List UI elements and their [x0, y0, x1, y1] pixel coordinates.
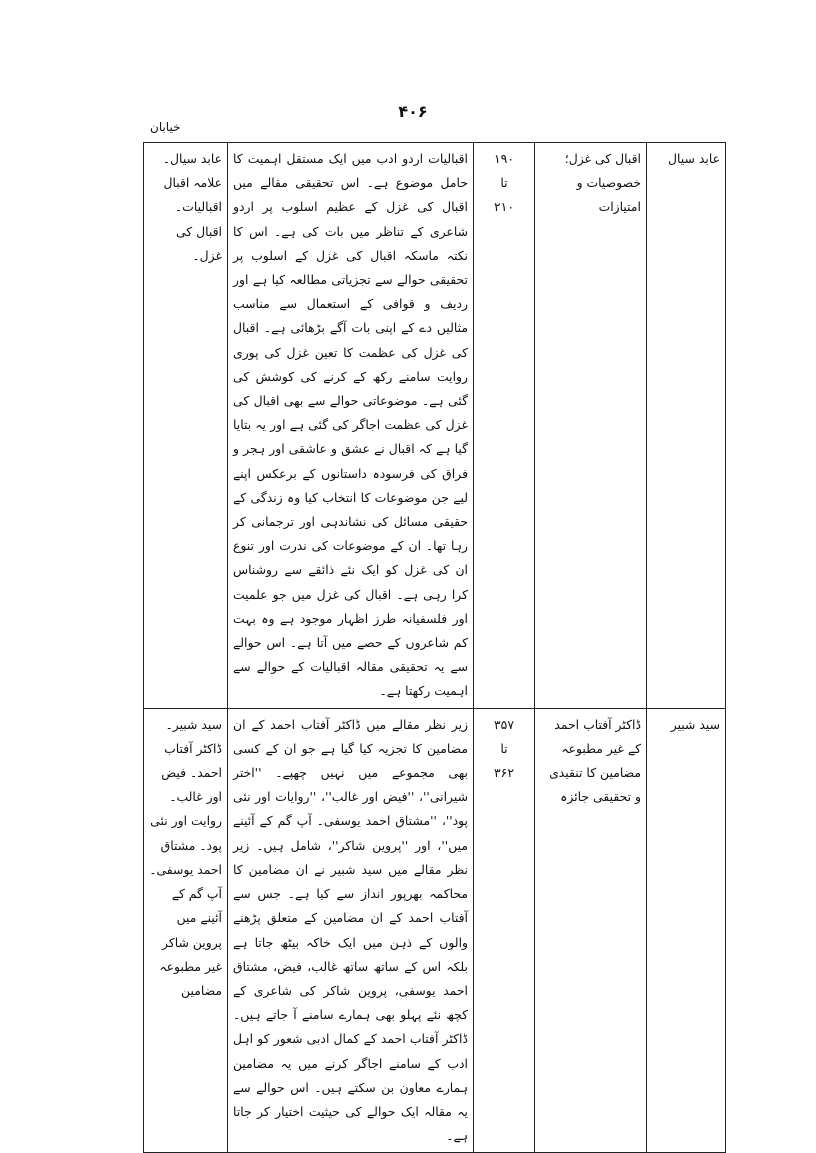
page-end: ۲۱۰: [494, 199, 514, 214]
author-cell: سید شبیر: [647, 708, 726, 1153]
keyword: اقبالیات۔: [174, 199, 222, 215]
description-cell: اقبالیات اردو ادب میں ایک مستقل اہمیت کا حامل موضوع ہے۔ اس تحقیقی مقالے میں اقبال کی غزل کے عظیم اسلوب پر اردو شاعری کے تناظر میں بات کی ہے۔ اس کا نکتہ ماسکہ اقبال کی غزل کے اسلوب پر تحقیقی حوالے سے تجزیاتی مطالعہ کیا ہے اور ردیف و قوافی کے استعمال سے مناسب مثالیں دے کے اپنی بات آگے بڑھائی ہے۔ اقبال کی غزل کی عظمت کا تعین غزل کی پوری روایت سامنے رکھ کے کرنے کی کوشش کی گئی ہے۔ موضوعاتی حوالے سے بھی اقبال کی غزل کی عظمت اجاگر کی گئی ہے اور یہ بتایا گیا ہے کہ اقبال نے عشق و عاشقی اور ہجر و فراق کی فرسودہ داستانوں کے برعکس اپنے لیے جن موضوعات کا انتخاب کیا وہ زندگی کے حقیقی مسائل کی نشاندہی اور ترجمانی کر رہا تھا۔ ان کے موضوعات کی ندرت اور تنوع ان کی غزل کو ایک نئے ذائقے سے روشناس کرا رہی ہے۔ اقبال کی غزل میں جو علمیت اور فلسفیانہ طرز اظہار موجود ہے وہ بہت کم شاعروں کے حصے میں آتا ہے۔ اس حوالے سے یہ تحقیقی مقالہ اقبالیات کے حوالے سے اہمیت رکھتا ہے۔: [228, 143, 474, 709]
page-start: ۱۹۰: [494, 151, 514, 166]
page-end: ۳۶۲: [494, 764, 514, 780]
keyword: پروین شاکر: [162, 934, 222, 950]
table-row: [144, 708, 726, 1153]
pages-cell: [474, 708, 535, 1153]
keyword: عابد سیال۔: [162, 151, 222, 166]
keyword: غیر مطبوعہ مضامین: [159, 958, 222, 998]
keywords-cell: [144, 143, 228, 709]
running-head: خیابان: [150, 120, 181, 134]
page-to: تا: [500, 175, 508, 190]
pages-cell: [474, 143, 535, 709]
table-row: [144, 143, 726, 709]
article-index-table: [143, 142, 726, 1153]
keyword: سید شبیر۔: [165, 716, 222, 732]
keyword: علامہ اقبال: [163, 175, 222, 191]
keyword: ڈاکٹر آفتاب احمد۔ فیض اور غالب۔ روایت اور نئی پود۔ مشتاق احمد یوسفی۔ آپ گم کے آئینے میں: [149, 740, 222, 926]
page-number: ۴۰۶: [398, 102, 428, 121]
keywords-cell: [144, 708, 228, 1153]
title-cell: اقبال کی غزل؛ خصوصیات و امتیازات: [535, 143, 647, 709]
author-cell: عابد سیال: [647, 143, 726, 709]
page-start: ۳۵۷: [494, 716, 514, 732]
page-to: تا: [500, 740, 508, 756]
description-cell: زیر نظر مقالے میں ڈاکٹر آفتاب احمد کے ان مضامین کا تجزیہ کیا گیا ہے جو ان کے کسی بھی مجموعے میں نہیں چھپے۔ ''اختر شیرانی''، ''فیض اور غالب''، ''روایات اور نئی پود''، ''مشتاق احمد یوسفی۔ آپ گم کے آئینے میں''، اور ''پروین شاکر''، شامل ہیں۔ زیر نظر مقالے میں سید شبیر نے ان مضامین کا محاکمہ بھرپور انداز سے کیا ہے۔ جس سے آفتاب احمد کے ان مضامین کے متعلق پڑھنے والوں کے ذہن میں ایک خاکہ بیٹھ جاتا ہے بلکہ اس کے ساتھ ساتھ غالب، فیض، مشتاق احمد یوسفی، پروین شاکر کی شاعری کے کچھ نئے پہلو بھی ہمارے سامنے آ جاتے ہیں۔ ڈاکٹر آفتاب احمد کے کمال ادبی شعور کو اہل ادب کے سامنے اجاگر کرنے میں یہ مضامین ہمارے معاون بن سکتے ہیں۔ اس حوالے سے یہ مقالہ ایک حوالے کی حیثیت اختیار کر جاتا ہے۔: [228, 708, 474, 1153]
keyword: اقبال کی غزل۔: [175, 223, 222, 263]
title-cell: ڈاکٹر آفتاب احمد کے غیر مطبوعہ مضامین کا تنقیدی و تحقیقی جائزہ: [535, 708, 647, 1153]
